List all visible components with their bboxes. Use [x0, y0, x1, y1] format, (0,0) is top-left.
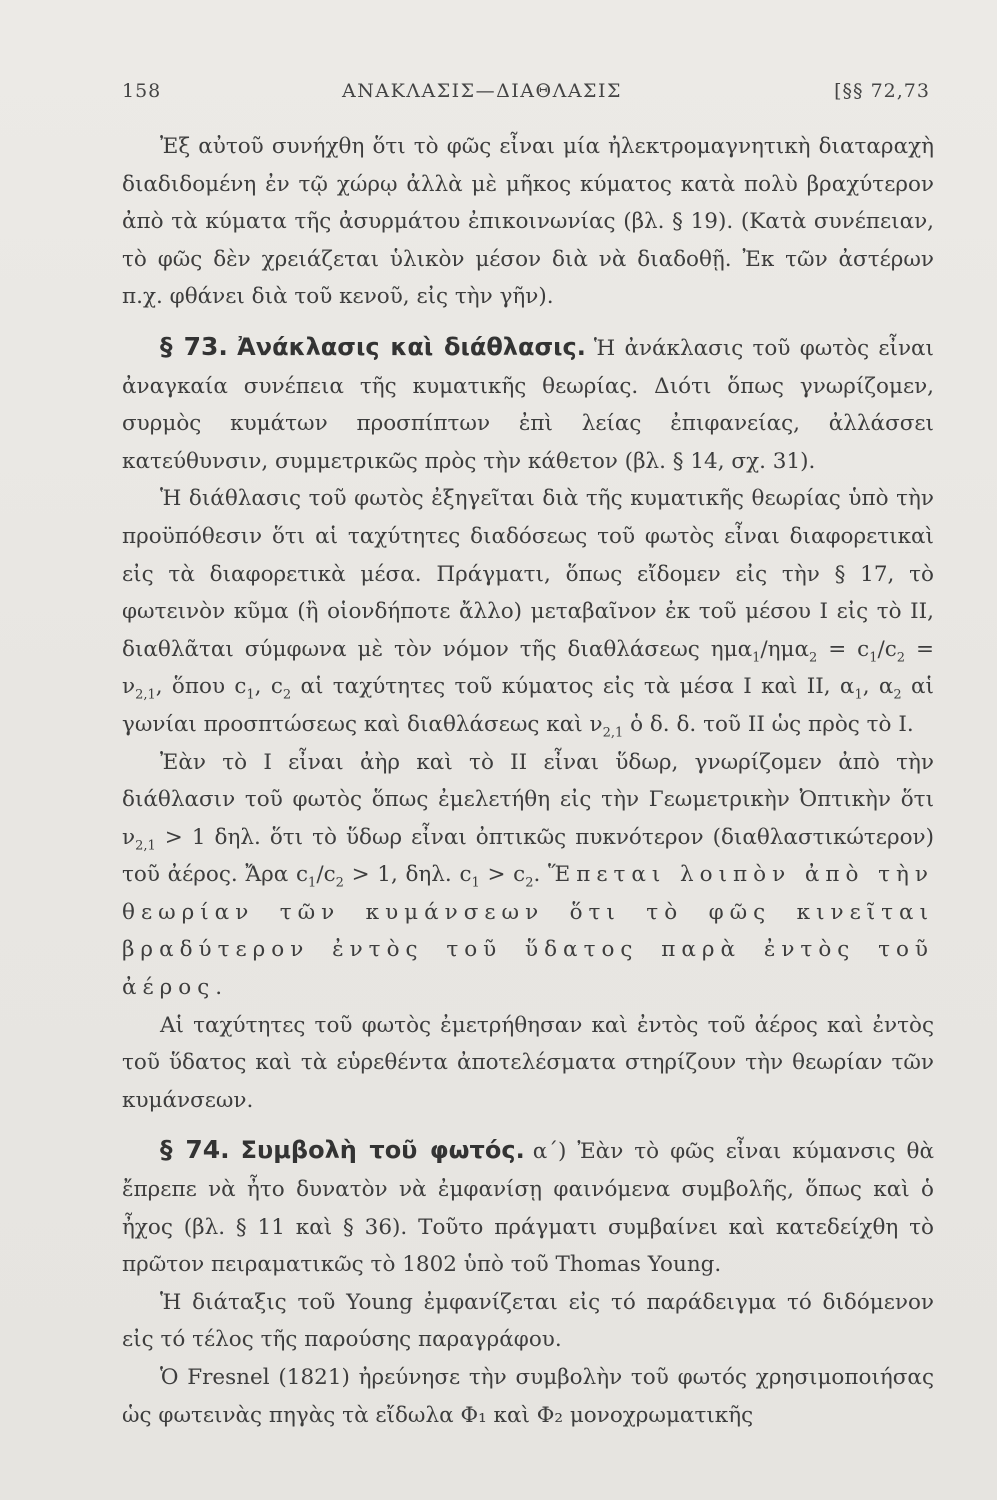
- section-title: Ἀνάκλασις καὶ διάθλασις.: [237, 332, 586, 361]
- text-run: , c: [254, 674, 283, 700]
- subscript: 1: [869, 650, 878, 666]
- text-run: > c: [479, 862, 526, 888]
- text-run: /c: [877, 636, 897, 662]
- section-number: § 74.: [160, 1135, 230, 1165]
- text-run: .: [533, 862, 548, 888]
- subscript: 2: [525, 875, 534, 891]
- subscript: 1: [471, 875, 480, 891]
- paragraph-fresnel: Ὁ Fresnel (1821) ἠρεύνησε τὴν συμβολὴν τοῦ φωτός χρησιμοποιήσας ὡς φωτεινὰς πηγὰς τὰ εἴδωλα Φ₁ καὶ Φ₂ μονοχρωματικῆς: [122, 1365, 934, 1428]
- paragraph-measurements: Αἱ ταχύτητες τοῦ φωτὸς ἐμετρήθησαν καὶ ἐντὸς τοῦ ἀέρος καὶ ἐντὸς τοῦ ὕδατος καὶ τὰ εὑρεθέντα ἀποτελέσματα στηρίζουν τὴν θεωρίαν τῶν κυμάνσεων.: [122, 1012, 934, 1113]
- text-run: > 1, δηλ. c: [343, 862, 472, 888]
- section-74: [122, 1131, 934, 1283]
- page-body: [122, 128, 934, 1434]
- page-number: 158: [122, 80, 162, 102]
- paragraph-refraction: [122, 480, 934, 743]
- subscript: 1: [308, 875, 317, 891]
- paragraph-air-water: [122, 744, 934, 1007]
- text-run: ὁ δ. δ. τοῦ ΙΙ ὡς πρὸς τὸ Ι.: [623, 711, 914, 737]
- section-73: [122, 328, 934, 480]
- running-header: [122, 80, 930, 110]
- section-title: Συμβολὴ τοῦ φωτός.: [240, 1136, 525, 1165]
- subscript: 2,1: [135, 687, 156, 703]
- subscript: 2: [893, 687, 902, 703]
- section-text: Ἡ ἀνάκλασις τοῦ φωτὸς εἶναι ἀναγκαία συνέπεια τῆς κυματικῆς θεωρίας. Διότι ὅπως γνωρίζομεν, συρμὸς κυμάτων προσπίπτων ἐπὶ λείας ἐπιφανείας, ἀλλάσσει κατεύθυνσιν, συμμετρικῶς πρὸς τὴν κάθετον (βλ. § 14, σχ. 31).: [122, 335, 934, 474]
- text-run: , ὅπου c: [155, 674, 247, 700]
- text-run: αἱ γωνίαι προσπτώσεως καὶ διαθλάσεως καὶ ν: [122, 674, 934, 737]
- paragraph-young: Ἡ διάταξις τοῦ Young ἐμφανίζεται εἰς τό παράδειγμα τό διδόμενον εἰς τό τέλος τῆς παρούσης παραγράφου.: [122, 1289, 934, 1353]
- text-run: /c: [316, 862, 336, 888]
- text-run: = c: [817, 636, 870, 662]
- text-run: /ημα: [760, 636, 810, 662]
- subscript: 1: [246, 687, 255, 703]
- text-run: Ἐὰν τὸ Ι εἶναι ἀὴρ καὶ τὸ ΙΙ εἶναι ὕδωρ, γνωρίζομεν ἀπὸ τὴν διάθλασιν τοῦ φωτὸς ὅπως ἐμελετήθη εἰς τὴν Γεωμετρικὴν Ὀπτικὴν ὅτι ν: [122, 749, 934, 850]
- subscript: 2: [335, 875, 344, 891]
- chapter-title: ΑΝΑΚΛΑΣΙΣ—ΔΙΑΘΛΑΣΙΣ: [342, 80, 622, 102]
- text-run: , α: [862, 674, 894, 700]
- text-run: = ν: [122, 636, 934, 700]
- text-run: > 1 δηλ. ὅτι τὸ ὕδωρ εἶναι ὀπτικῶς πυκνότερον (διαθλαστικώτερον) τοῦ ἀέρος. Ἄρα c: [122, 824, 934, 888]
- subscript: 1: [854, 687, 863, 703]
- section-reference: [§§ 72,73: [834, 80, 930, 102]
- text-run: Ἡ διάθλασις τοῦ φωτὸς ἐξηγεῖται διὰ τῆς κυματικῆς θεωρίας ὑπὸ τὴν προϋπόθεσιν ὅτι αἱ ταχύτητες διαδόσεως τοῦ φωτὸς εἶναι διαφορετικαὶ εἰς τὰ διαφορετικὰ μέσα. Πράγματι, ὅπως εἴδομεν εἰς τὴν § 17, τὸ φωτεινὸν κῦμα (ἢ οἱονδήποτε ἄλλο) μεταβαῖνον ἐκ τοῦ μέσου Ι εἰς τὸ ΙΙ, διαθλᾶται σύμφωνα μὲ τὸν νόμον τῆς διαθλάσεως ημα: [122, 486, 934, 662]
- subscript: 2: [282, 687, 292, 703]
- section-text: α΄) Ἐὰν τὸ φῶς εἶναι κύμανσις θὰ ἔπρεπε νὰ ἦτο δυνατὸν νὰ ἐμφανίσῃ φαινόμενα συμβολῆς, ὅπως καὶ ὁ ἦχος (βλ. § 11 καὶ § 36). Τοῦτο πράγματι συμβαίνει καὶ κατεδείχθη τὸ πρῶτον πειραματικῶς τὸ 1802 ὑπὸ τοῦ Thomas Young.: [122, 1139, 934, 1278]
- subscript: 2,1: [135, 837, 156, 853]
- subscript: 1: [752, 650, 761, 666]
- section-number: § 73.: [160, 331, 228, 361]
- subscript: 2,1: [602, 725, 624, 741]
- paragraph-em-disturbance: Ἐξ αὐτοῦ συνήχθη ὅτι τὸ φῶς εἶναι μία ἠλεκτρομαγνητικὴ διαταραχὴ διαδιδομένη ἐν τῷ χώρῳ ἀλλὰ μὲ μῆκος κύματος κατὰ πολὺ βραχύτερον ἀπὸ τὰ κύματα τῆς ἀσυρμάτου ἐπικοινωνίας (βλ. § 19). (Κατὰ συνέπειαν, τὸ φῶς δὲν χρειάζεται ὑλικὸν μέσον διὰ νὰ διαδοθῇ. Ἐκ τῶν ἀστέρων π.χ. φθάνει διὰ τοῦ κενοῦ, εἰς τὴν γῆν).: [122, 134, 934, 310]
- subscript: 2: [809, 650, 818, 666]
- emphasized-conclusion: Ἕπεται λοιπὸν ἀπὸ τὴν θεωρίαν τῶν κυμάνσεων ὅτι τὸ φῶς κινεῖται βραδύτερον ἐντὸς τοῦ ὕδατος παρὰ ἐντὸς τοῦ ἀέρος.: [122, 862, 934, 1001]
- text-run: αἱ ταχύτητες τοῦ κύματος εἰς τὰ μέσα Ι καὶ ΙΙ, α: [291, 674, 855, 700]
- subscript: 2: [896, 650, 906, 666]
